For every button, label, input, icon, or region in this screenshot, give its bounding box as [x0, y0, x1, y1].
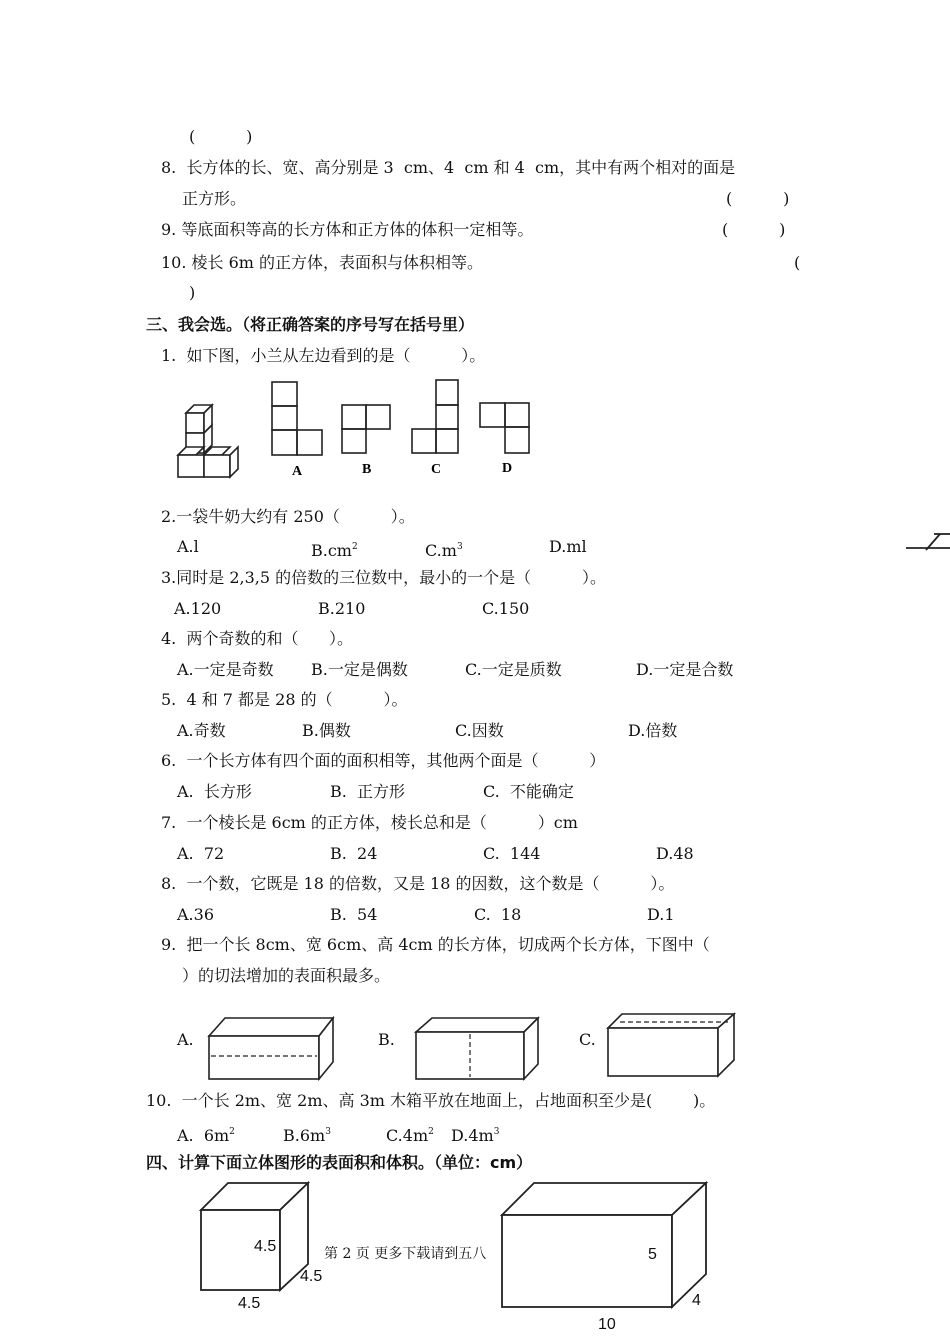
q7-option-c: C. 144 [483, 844, 541, 863]
q1-label-a: A [292, 464, 303, 479]
cube-dim-depth: 4.5 [300, 1268, 323, 1285]
q7-paren: ( ) [189, 127, 253, 146]
cube-dim-width: 4.5 [238, 1295, 261, 1312]
q4-option-c: C.一定是质数 [465, 660, 562, 679]
q10-text: 10. 棱长 6m 的正方体，表面积与体积相等。 [161, 253, 484, 272]
q5-option-b: B.偶数 [302, 721, 351, 740]
part4-heading: 四、计算下面立体图形的表面积和体积。（单位：cm） [146, 1153, 533, 1172]
q7-option-b: B. 24 [330, 844, 378, 863]
q2-option-c: $C.m^3$ [425, 541, 463, 560]
q9-text: 9. 等底面积等高的长方体和正方体的体积一定相等。 [161, 220, 534, 239]
q1-figure [170, 375, 540, 490]
p3-q9-line1: 9. 把一个长 8cm、宽 6cm、高 4cm 的长方体，切成两个长方体，下图中（ [161, 935, 710, 954]
q8-option-d: D.1 [647, 905, 675, 924]
p3-q8: 8. 一个数，它既是 18 的倍数，又是 18 的因数，这个数是（ ）。 [161, 874, 675, 893]
p3-q3: 3.同时是 2,3,5 的倍数的三位数中，最小的一个是（ ）。 [161, 568, 607, 587]
q7-option-a: A. 72 [177, 844, 225, 863]
p3-q9-line2: ）的切法增加的表面积最多。 [182, 966, 391, 985]
q4-option-d: D.一定是合数 [636, 660, 734, 679]
q9-figure-c [606, 1012, 736, 1078]
q8-option-c: C. 18 [474, 905, 522, 924]
q3-option-b: B.210 [318, 599, 366, 618]
q10-option-c: $C.4m^2$ [386, 1126, 434, 1145]
q2-option-a: A.l [177, 537, 199, 556]
q8-line1: 8. 长方体的长、宽、高分别是 3 cm、4 cm 和 4 cm，其中有两个相对的面是 [161, 158, 736, 177]
q9-figure-b [414, 1014, 540, 1080]
q9-paren: ( ) [722, 220, 786, 239]
q6-option-b: B. 正方形 [330, 782, 406, 801]
edge-mark [904, 530, 950, 558]
q4-option-b: B.一定是偶数 [311, 660, 408, 679]
q1-label-d: D [502, 461, 513, 476]
q8-option-a: A.36 [177, 905, 214, 924]
q5-option-a: A.奇数 [177, 721, 226, 740]
cube-stack-figure [178, 405, 238, 477]
q10-option-b: $B.6m^3$ [283, 1126, 331, 1145]
q9-label-a: A. [177, 1030, 194, 1049]
view-d-figure [480, 403, 529, 453]
q10-paren-open: ( [794, 253, 801, 272]
q9-figure-a [205, 1014, 335, 1080]
q2-option-d: D.ml [549, 537, 587, 556]
q6-option-c: C. 不能确定 [483, 782, 574, 801]
q1-label-c: C [431, 462, 442, 477]
p3-q1: 1. 如下图，小兰从左边看到的是（ ）。 [161, 346, 486, 365]
q4-option-a: A.一定是奇数 [177, 660, 274, 679]
q7-option-d: D.48 [656, 844, 694, 863]
q3-option-c: C.150 [482, 599, 530, 618]
box-dim-length: 10 [598, 1316, 616, 1333]
q5-option-c: C.因数 [455, 721, 504, 740]
page-footer: 第 2 页 更多下载请到五八 [324, 1246, 487, 1262]
box-dim-height: 5 [648, 1246, 657, 1263]
p3-q7: 7. 一个棱长是 6cm 的正方体，棱长总和是（ ）cm [161, 813, 578, 832]
p3-q6: 6. 一个长方体有四个面的面积相等，其他两个面是（ ） [161, 751, 606, 770]
q10-option-a: A. $6m^2$ [177, 1126, 235, 1145]
part3-heading: 三、我会选。（将正确答案的序号写在括号里） [146, 315, 475, 334]
q8-line2: 正方形。 [182, 189, 247, 208]
q5-option-d: D.倍数 [628, 721, 678, 740]
p3-q4: 4. 两个奇数的和（ ）。 [161, 629, 353, 648]
p3-q2: 2.一袋牛奶大约有 250（ ）。 [161, 507, 415, 526]
box-figure [500, 1180, 710, 1310]
q1-label-b: B [362, 462, 372, 477]
p3-q5: 5. 4 和 7 都是 28 的（ ）。 [161, 690, 408, 709]
q10-option-d: $D.4m^3$ [451, 1126, 500, 1145]
q6-option-a: A. 长方形 [177, 782, 252, 801]
q9-label-b: B. [378, 1030, 395, 1049]
box-dim-depth: 4 [692, 1292, 701, 1309]
q2-option-b: $B.cm^2$ [311, 541, 358, 560]
q3-option-a: A.120 [174, 599, 222, 618]
view-a-figure [272, 382, 322, 455]
q9-label-c: C. [579, 1030, 596, 1049]
q8-option-b: B. 54 [330, 905, 378, 924]
q8-paren: ( ) [726, 189, 790, 208]
p3-q10: 10. 一个长 2m、宽 2m、高 3m 木箱平放在地面上，占地面积至少是( )。 [146, 1091, 716, 1110]
cube-dim-height: 4.5 [254, 1238, 277, 1255]
q10-paren-close: ) [189, 283, 196, 302]
view-b-figure [342, 405, 390, 453]
view-c-figure [412, 380, 458, 453]
